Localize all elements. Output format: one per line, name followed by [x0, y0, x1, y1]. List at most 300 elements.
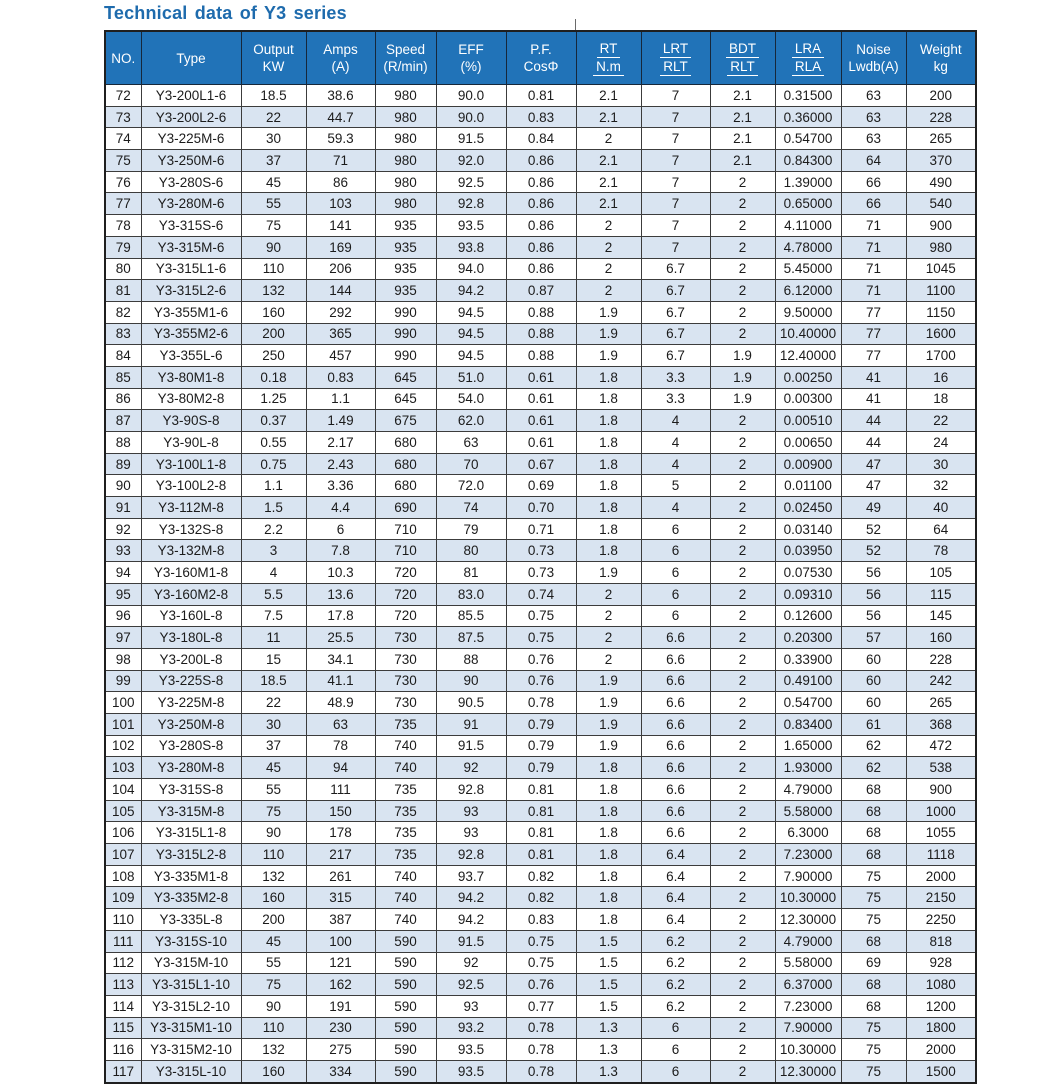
table-row — [105, 193, 976, 215]
cell-amps: 275 — [306, 1039, 375, 1061]
table-header — [105, 31, 976, 85]
cell-output: 0.55 — [241, 432, 306, 454]
table-row — [105, 171, 976, 193]
table-row — [105, 800, 976, 822]
cell-eff: 81 — [436, 562, 506, 584]
cell-type: Y3-315S-8 — [141, 779, 241, 801]
cell-no: 75 — [105, 150, 141, 172]
column-header-bdt — [710, 31, 775, 85]
cell-rt: 1.9 — [576, 670, 641, 692]
cell-eff: 94.5 — [436, 301, 506, 323]
cell-type: Y3-250M-8 — [141, 713, 241, 735]
cell-no: 88 — [105, 432, 141, 454]
cell-pf: 0.81 — [506, 822, 576, 844]
cell-noise: 68 — [841, 995, 906, 1017]
cell-speed: 935 — [375, 236, 436, 258]
cell-rt: 2.1 — [576, 193, 641, 215]
cell-eff: 93 — [436, 800, 506, 822]
cell-noise: 68 — [841, 800, 906, 822]
cell-type: Y3-315L2-10 — [141, 995, 241, 1017]
cell-amps: 150 — [306, 800, 375, 822]
cell-weight: 22 — [906, 410, 976, 432]
cell-speed: 730 — [375, 692, 436, 714]
cell-noise: 47 — [841, 475, 906, 497]
cell-type: Y3-315L2-8 — [141, 844, 241, 866]
table-row — [105, 1039, 976, 1061]
cell-pf: 0.76 — [506, 670, 576, 692]
table-row — [105, 757, 976, 779]
cell-lra: 12.40000 — [775, 345, 841, 367]
cell-bdt: 2 — [710, 1017, 775, 1039]
cell-speed: 590 — [375, 1060, 436, 1082]
header-label-bottom: (R/min) — [383, 59, 428, 74]
cell-amps: 1.49 — [306, 410, 375, 432]
cell-speed: 735 — [375, 844, 436, 866]
header-label-bottom: (A) — [331, 59, 350, 74]
cell-eff: 70 — [436, 453, 506, 475]
cell-no: 90 — [105, 475, 141, 497]
cell-type: Y3-225S-8 — [141, 670, 241, 692]
cell-eff: 92.8 — [436, 844, 506, 866]
cell-weight: 242 — [906, 670, 976, 692]
cell-type: Y3-250M-6 — [141, 150, 241, 172]
cell-speed: 935 — [375, 280, 436, 302]
cell-noise: 71 — [841, 236, 906, 258]
cell-amps: 3.36 — [306, 475, 375, 497]
header-label-top: LRT — [660, 41, 691, 58]
cell-pf: 0.75 — [506, 952, 576, 974]
cell-type: Y3-132M-8 — [141, 540, 241, 562]
cell-output: 7.5 — [241, 605, 306, 627]
cell-amps: 169 — [306, 236, 375, 258]
cell-eff: 93.7 — [436, 865, 506, 887]
cell-speed: 980 — [375, 193, 436, 215]
cell-weight: 200 — [906, 85, 976, 107]
cell-lra: 0.36000 — [775, 106, 841, 128]
cell-amps: 178 — [306, 822, 375, 844]
cell-pf: 0.70 — [506, 497, 576, 519]
cell-type: Y3-335L-8 — [141, 909, 241, 931]
header-label-top: Type — [176, 50, 206, 66]
cell-speed: 730 — [375, 648, 436, 670]
cell-noise: 62 — [841, 757, 906, 779]
cell-amps: 217 — [306, 844, 375, 866]
table-body — [105, 85, 976, 1083]
cell-amps: 191 — [306, 995, 375, 1017]
cell-output: 200 — [241, 323, 306, 345]
cell-lra: 0.49100 — [775, 670, 841, 692]
cell-bdt: 2 — [710, 323, 775, 345]
cell-weight: 265 — [906, 128, 976, 150]
table-row — [105, 713, 976, 735]
column-header-no — [105, 31, 141, 85]
cell-eff: 94.5 — [436, 345, 506, 367]
cell-rt: 2 — [576, 215, 641, 237]
cell-speed: 645 — [375, 366, 436, 388]
cell-eff: 90.0 — [436, 85, 506, 107]
cell-output: 55 — [241, 193, 306, 215]
cell-lra: 1.65000 — [775, 735, 841, 757]
cell-lrt: 6.2 — [641, 952, 710, 974]
cell-output: 160 — [241, 1060, 306, 1082]
cell-bdt: 2 — [710, 280, 775, 302]
cell-type: Y3-335M1-8 — [141, 865, 241, 887]
cell-rt: 2 — [576, 605, 641, 627]
cell-no: 91 — [105, 497, 141, 519]
cell-noise: 56 — [841, 562, 906, 584]
cell-amps: 34.1 — [306, 648, 375, 670]
cell-lra: 7.23000 — [775, 995, 841, 1017]
cell-pf: 0.81 — [506, 800, 576, 822]
cell-no: 113 — [105, 974, 141, 996]
cell-speed: 730 — [375, 627, 436, 649]
cell-rt: 1.8 — [576, 518, 641, 540]
table-row — [105, 648, 976, 670]
cell-rt: 1.8 — [576, 410, 641, 432]
cell-no: 93 — [105, 540, 141, 562]
cell-noise: 75 — [841, 1060, 906, 1082]
cell-pf: 0.81 — [506, 779, 576, 801]
cell-lrt: 6.4 — [641, 887, 710, 909]
cell-weight: 160 — [906, 627, 976, 649]
cell-noise: 75 — [841, 909, 906, 931]
cell-eff: 94.2 — [436, 887, 506, 909]
cell-eff: 90 — [436, 670, 506, 692]
cell-lrt: 7 — [641, 106, 710, 128]
cell-lra: 0.02450 — [775, 497, 841, 519]
cell-no: 87 — [105, 410, 141, 432]
cell-bdt: 2 — [710, 518, 775, 540]
cell-type: Y3-180L-8 — [141, 627, 241, 649]
cell-amps: 103 — [306, 193, 375, 215]
cell-noise: 49 — [841, 497, 906, 519]
cell-bdt: 1.9 — [710, 345, 775, 367]
cell-output: 250 — [241, 345, 306, 367]
cell-rt: 1.8 — [576, 497, 641, 519]
cell-output: 15 — [241, 648, 306, 670]
cell-output: 110 — [241, 258, 306, 280]
cell-amps: 48.9 — [306, 692, 375, 714]
cell-no: 114 — [105, 995, 141, 1017]
cell-rt: 1.8 — [576, 844, 641, 866]
cell-weight: 40 — [906, 497, 976, 519]
cell-type: Y3-80M2-8 — [141, 388, 241, 410]
table-row — [105, 150, 976, 172]
cell-bdt: 2 — [710, 497, 775, 519]
cell-rt: 1.3 — [576, 1039, 641, 1061]
table-row — [105, 692, 976, 714]
cell-weight: 1600 — [906, 323, 976, 345]
cell-rt: 2.1 — [576, 106, 641, 128]
cell-bdt: 2 — [710, 735, 775, 757]
cell-pf: 0.84 — [506, 128, 576, 150]
cell-lrt: 6.6 — [641, 627, 710, 649]
cell-type: Y3-315M-6 — [141, 236, 241, 258]
cell-lrt: 6.2 — [641, 995, 710, 1017]
cell-lra: 0.31500 — [775, 85, 841, 107]
cell-lra: 0.83400 — [775, 713, 841, 735]
cell-noise: 75 — [841, 1017, 906, 1039]
cell-output: 45 — [241, 171, 306, 193]
cell-pf: 0.67 — [506, 453, 576, 475]
cell-bdt: 2 — [710, 865, 775, 887]
cell-lrt: 6.6 — [641, 779, 710, 801]
cell-weight: 370 — [906, 150, 976, 172]
cell-lra: 0.00900 — [775, 453, 841, 475]
cell-bdt: 2 — [710, 844, 775, 866]
cell-no: 79 — [105, 236, 141, 258]
cell-rt: 1.5 — [576, 995, 641, 1017]
cell-weight: 1055 — [906, 822, 976, 844]
cell-no: 109 — [105, 887, 141, 909]
cell-noise: 61 — [841, 713, 906, 735]
cell-noise: 52 — [841, 540, 906, 562]
cell-speed: 980 — [375, 171, 436, 193]
cell-type: Y3-280S-8 — [141, 735, 241, 757]
cell-rt: 1.9 — [576, 301, 641, 323]
cell-amps: 25.5 — [306, 627, 375, 649]
cell-weight: 1100 — [906, 280, 976, 302]
cell-eff: 92.5 — [436, 171, 506, 193]
cell-lrt: 7 — [641, 215, 710, 237]
header-row — [105, 31, 976, 85]
cell-type: Y3-315L1-10 — [141, 974, 241, 996]
cell-pf: 0.75 — [506, 930, 576, 952]
cell-amps: 44.7 — [306, 106, 375, 128]
cell-eff: 94.0 — [436, 258, 506, 280]
cell-noise: 62 — [841, 735, 906, 757]
cell-output: 2.2 — [241, 518, 306, 540]
cell-noise: 57 — [841, 627, 906, 649]
cell-speed: 740 — [375, 909, 436, 931]
cell-rt: 2 — [576, 627, 641, 649]
table-row — [105, 388, 976, 410]
cell-type: Y3-200L1-6 — [141, 85, 241, 107]
cell-bdt: 2 — [710, 670, 775, 692]
cell-no: 117 — [105, 1060, 141, 1082]
cell-lra: 1.93000 — [775, 757, 841, 779]
cell-eff: 79 — [436, 518, 506, 540]
cell-no: 107 — [105, 844, 141, 866]
cell-amps: 141 — [306, 215, 375, 237]
cell-noise: 66 — [841, 171, 906, 193]
cell-speed: 590 — [375, 995, 436, 1017]
cell-noise: 68 — [841, 974, 906, 996]
cell-lrt: 4 — [641, 497, 710, 519]
cell-type: Y3-355M1-6 — [141, 301, 241, 323]
cell-lra: 5.58000 — [775, 800, 841, 822]
cell-rt: 1.9 — [576, 345, 641, 367]
cell-eff: 90.0 — [436, 106, 506, 128]
cell-noise: 75 — [841, 1039, 906, 1061]
cell-type: Y3-315S-6 — [141, 215, 241, 237]
cell-amps: 365 — [306, 323, 375, 345]
table-row — [105, 1017, 976, 1039]
cell-no: 83 — [105, 323, 141, 345]
cell-pf: 0.78 — [506, 1060, 576, 1082]
header-label-bottom: RLT — [660, 59, 691, 76]
cell-speed: 710 — [375, 518, 436, 540]
cell-no: 92 — [105, 518, 141, 540]
cell-speed: 680 — [375, 432, 436, 454]
cell-pf: 0.71 — [506, 518, 576, 540]
header-label-top: RT — [597, 41, 621, 58]
cell-weight: 540 — [906, 193, 976, 215]
cell-no: 86 — [105, 388, 141, 410]
cell-bdt: 2 — [710, 800, 775, 822]
cell-output: 200 — [241, 909, 306, 931]
cell-speed: 690 — [375, 497, 436, 519]
cell-no: 98 — [105, 648, 141, 670]
cell-eff: 72.0 — [436, 475, 506, 497]
cell-output: 90 — [241, 822, 306, 844]
cell-amps: 86 — [306, 171, 375, 193]
cell-speed: 735 — [375, 800, 436, 822]
cell-bdt: 2 — [710, 887, 775, 909]
cell-eff: 91.5 — [436, 735, 506, 757]
cell-eff: 51.0 — [436, 366, 506, 388]
table-row — [105, 366, 976, 388]
cell-bdt: 2 — [710, 648, 775, 670]
cell-amps: 38.6 — [306, 85, 375, 107]
cell-lrt: 7 — [641, 193, 710, 215]
cell-lrt: 6.2 — [641, 930, 710, 952]
cell-bdt: 2 — [710, 822, 775, 844]
cell-weight: 1700 — [906, 345, 976, 367]
cell-lrt: 7 — [641, 128, 710, 150]
cell-speed: 720 — [375, 583, 436, 605]
cell-no: 101 — [105, 713, 141, 735]
table-row — [105, 583, 976, 605]
cell-bdt: 2 — [710, 995, 775, 1017]
cell-lrt: 7 — [641, 171, 710, 193]
cell-output: 75 — [241, 215, 306, 237]
cell-type: Y3-280S-6 — [141, 171, 241, 193]
cell-output: 0.18 — [241, 366, 306, 388]
cell-output: 132 — [241, 1039, 306, 1061]
cell-type: Y3-200L-8 — [141, 648, 241, 670]
cell-output: 18.5 — [241, 85, 306, 107]
cell-noise: 63 — [841, 106, 906, 128]
cell-noise: 77 — [841, 301, 906, 323]
cell-lrt: 6.6 — [641, 648, 710, 670]
table-row — [105, 106, 976, 128]
cell-type: Y3-90L-8 — [141, 432, 241, 454]
cell-weight: 2000 — [906, 1039, 976, 1061]
cell-weight: 900 — [906, 215, 976, 237]
cell-noise: 56 — [841, 583, 906, 605]
cell-weight: 1800 — [906, 1017, 976, 1039]
cell-no: 82 — [105, 301, 141, 323]
cell-weight: 1080 — [906, 974, 976, 996]
cell-pf: 0.81 — [506, 844, 576, 866]
cell-pf: 0.76 — [506, 648, 576, 670]
cell-bdt: 2 — [710, 692, 775, 714]
cell-lra: 0.07530 — [775, 562, 841, 584]
table-row — [105, 540, 976, 562]
cell-speed: 980 — [375, 150, 436, 172]
cell-lrt: 4 — [641, 432, 710, 454]
cell-no: 84 — [105, 345, 141, 367]
cell-noise: 68 — [841, 930, 906, 952]
column-header-pf — [506, 31, 576, 85]
table-row — [105, 410, 976, 432]
cell-bdt: 2 — [710, 215, 775, 237]
cell-output: 30 — [241, 128, 306, 150]
table-row — [105, 345, 976, 367]
cell-rt: 1.8 — [576, 475, 641, 497]
cell-lrt: 6.6 — [641, 735, 710, 757]
table-row — [105, 779, 976, 801]
cell-rt: 2 — [576, 583, 641, 605]
cell-rt: 2 — [576, 258, 641, 280]
cell-bdt: 2 — [710, 236, 775, 258]
header-label-bottom: KW — [262, 59, 285, 74]
cell-weight: 538 — [906, 757, 976, 779]
cell-rt: 2.1 — [576, 85, 641, 107]
cell-no: 104 — [105, 779, 141, 801]
page-title: Technical data of Y3 series — [104, 3, 347, 23]
cell-type: Y3-315L2-6 — [141, 280, 241, 302]
cell-rt: 1.8 — [576, 865, 641, 887]
cell-eff: 92.5 — [436, 974, 506, 996]
cell-eff: 93.2 — [436, 1017, 506, 1039]
cell-lrt: 6.6 — [641, 670, 710, 692]
cell-type: Y3-280M-8 — [141, 757, 241, 779]
cell-output: 160 — [241, 887, 306, 909]
cell-speed: 735 — [375, 822, 436, 844]
cell-no: 76 — [105, 171, 141, 193]
cell-rt: 2 — [576, 236, 641, 258]
cell-output: 11 — [241, 627, 306, 649]
table-row — [105, 85, 976, 107]
cell-no: 116 — [105, 1039, 141, 1061]
cell-type: Y3-315M-8 — [141, 800, 241, 822]
header-label-top: NO. — [111, 50, 136, 66]
cell-pf: 0.88 — [506, 323, 576, 345]
cell-type: Y3-315L-10 — [141, 1060, 241, 1082]
cell-weight: 1500 — [906, 1060, 976, 1082]
cell-output: 90 — [241, 995, 306, 1017]
column-header-eff — [436, 31, 506, 85]
cell-lra: 0.54700 — [775, 128, 841, 150]
cell-lra: 7.23000 — [775, 844, 841, 866]
cell-output: 5.5 — [241, 583, 306, 605]
cell-lrt: 6.6 — [641, 822, 710, 844]
cell-weight: 228 — [906, 106, 976, 128]
cell-eff: 93.5 — [436, 215, 506, 237]
cell-type: Y3-100L1-8 — [141, 453, 241, 475]
cell-rt: 2 — [576, 648, 641, 670]
cell-no: 89 — [105, 453, 141, 475]
table-row — [105, 1060, 976, 1082]
cell-no: 97 — [105, 627, 141, 649]
cell-type: Y3-315M2-10 — [141, 1039, 241, 1061]
cell-speed: 740 — [375, 735, 436, 757]
cell-speed: 710 — [375, 540, 436, 562]
cell-pf: 0.86 — [506, 215, 576, 237]
cell-noise: 41 — [841, 366, 906, 388]
cell-speed: 590 — [375, 952, 436, 974]
cell-pf: 0.78 — [506, 1017, 576, 1039]
cell-rt: 1.8 — [576, 887, 641, 909]
cell-amps: 162 — [306, 974, 375, 996]
cell-eff: 93 — [436, 995, 506, 1017]
cell-noise: 60 — [841, 648, 906, 670]
cell-eff: 92.0 — [436, 150, 506, 172]
column-header-weight — [906, 31, 976, 85]
cell-bdt: 2 — [710, 171, 775, 193]
